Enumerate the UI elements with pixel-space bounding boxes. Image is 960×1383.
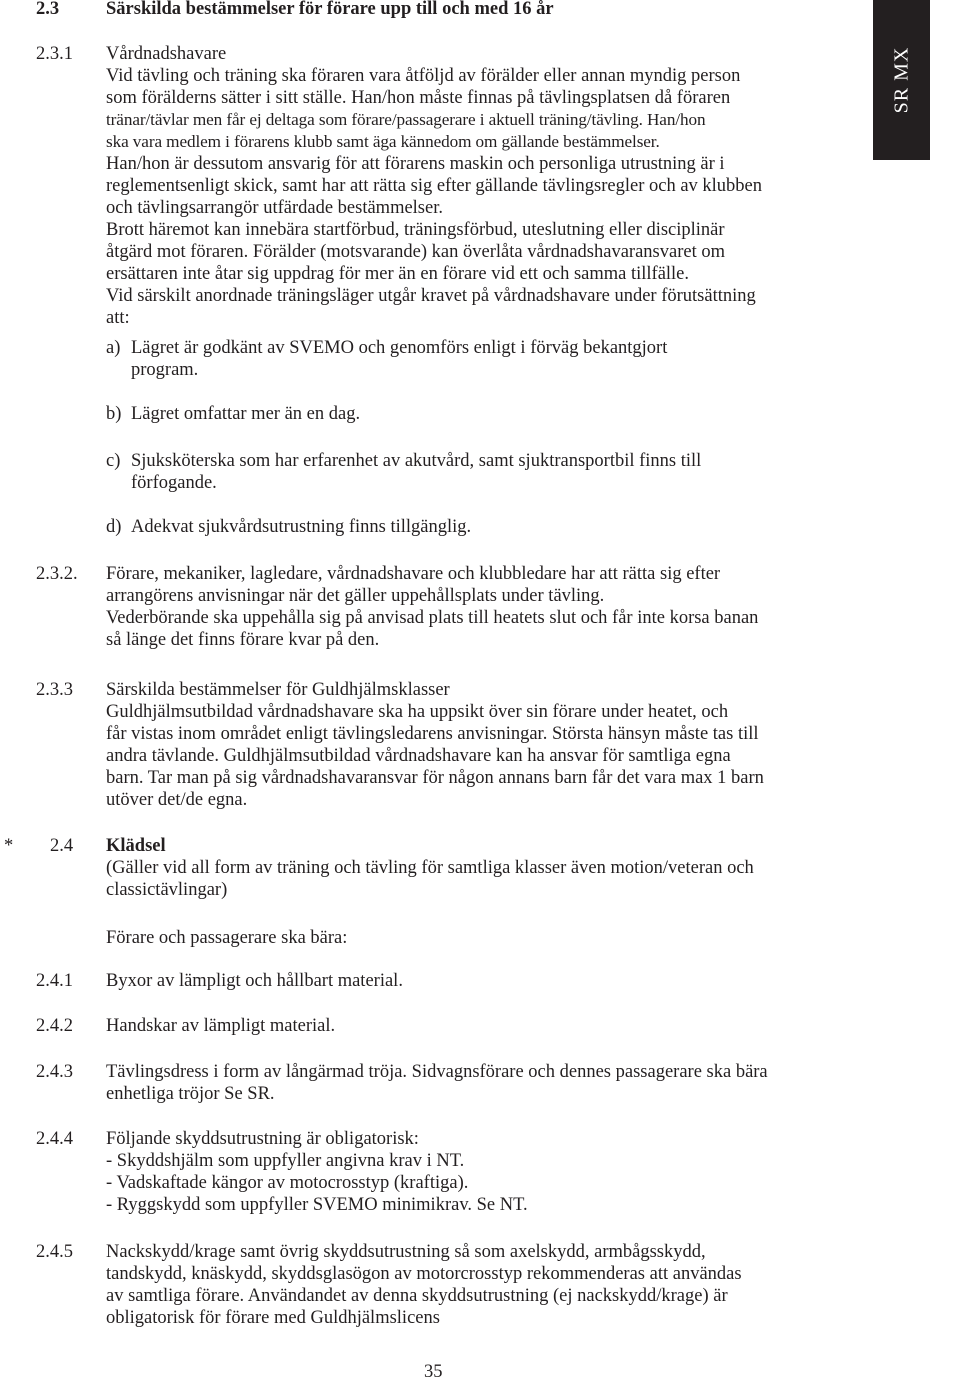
- section-number-2-4: 2.4: [50, 836, 74, 856]
- section-number-2-4-1: 2.4.1: [36, 971, 73, 991]
- section-title-2-3-3: Särskilda bestämmelser för Guldhjälmsklasser: [106, 680, 450, 700]
- paragraph-line: tränar/tävlar men får ej deltaga som förare/passagerare i aktuell träning/tävling. Han/hon: [106, 110, 706, 129]
- side-tab-label: SR MX: [890, 46, 912, 114]
- list-item-line: Lägret omfattar mer än en dag.: [131, 404, 361, 424]
- paragraph-line: Vid särskilt anordnade träningsläger utgår kravet på vårdnadshavare under förutsättning: [106, 286, 756, 306]
- paragraph-line: (Gäller vid all form av träning och tävling för samtliga klasser även motion/veteran och: [106, 858, 754, 878]
- section-number-2-4-4: 2.4.4: [36, 1129, 73, 1149]
- paragraph-line: Nackskydd/krage samt övrig skyddsutrustning så som axelskydd, armbågsskydd,: [106, 1242, 706, 1262]
- section-number-2-4-3: 2.4.3: [36, 1062, 73, 1082]
- section-number-2-4-2: 2.4.2: [36, 1016, 73, 1036]
- paragraph-line: andra tävlande. Guldhjälmsutbildad vårdnadshavare kan ha ansvar för samtliga egna: [106, 746, 731, 766]
- section-number-2-3-3: 2.3.3: [36, 680, 73, 700]
- section-number-2-4-5: 2.4.5: [36, 1242, 73, 1262]
- paragraph-line: får vistas inom området enligt tävlingsledarens anvisningar. Största hänsyn måste tas till: [106, 724, 759, 744]
- paragraph-line: reglementsenligt skick, samt har att rätta sig efter gällande tävlingsregler och av klubben: [106, 176, 763, 196]
- paragraph-line: som förälderns sätter i sitt ställe. Han/hon måste finnas på tävlingsplatsen då föraren: [106, 88, 731, 108]
- change-marker-asterisk: *: [4, 836, 14, 856]
- section-title-2-3: Särskilda bestämmelser för förare upp till och med 16 år: [106, 0, 554, 19]
- paragraph-line: Vid tävling och träning ska föraren vara åtföljd av förälder eller annan myndig person: [106, 66, 741, 86]
- paragraph-line: ska vara medlem i förarens klubb samt äga kännedom om gällande bestämmelser.: [106, 132, 660, 151]
- paragraph-line: och tävlingsarrangör utfärdade bestämmelser.: [106, 198, 443, 218]
- list-item-line: Lägret är godkänt av SVEMO och genomförs enligt i förväg bekantgjort: [131, 338, 668, 358]
- paragraph-line: Vederbörande ska uppehålla sig på anvisad plats till heatets slut och får inte korsa banan: [106, 608, 759, 628]
- paragraph-line: Tävlingsdress i form av långärmad tröja. Sidvagnsförare och dennes passagerare ska bära: [106, 1062, 768, 1082]
- list-item-label-d: d): [106, 517, 122, 537]
- paragraph-line: utöver det/de egna.: [106, 790, 248, 810]
- paragraph-line: åtgärd mot föraren. Förälder (motsvarande) kan överlåta vårdnadshavaransvaret om: [106, 242, 725, 262]
- paragraph-line: ersättaren inte åtar sig uppdrag för mer än en förare vid ett och samma tillfälle.: [106, 264, 690, 284]
- paragraph-line: Guldhjälmsutbildad vårdnadshavare ska ha uppsikt över sin förare under heatet, och: [106, 702, 729, 722]
- bullet-line: - Ryggskydd som uppfyller SVEMO minimikrav. Se NT.: [106, 1195, 528, 1215]
- paragraph-line: så länge det finns förare kvar på den.: [106, 630, 380, 650]
- section-number-2-3-2: 2.3.2.: [36, 564, 78, 584]
- section-side-tab: [873, 0, 930, 160]
- paragraph-line: classictävlingar): [106, 880, 228, 900]
- list-item-line: program.: [131, 360, 199, 380]
- paragraph-line: obligatorisk för förare med Guldhjälmslicens: [106, 1308, 440, 1328]
- paragraph-line: enhetliga tröjor Se SR.: [106, 1084, 275, 1104]
- page-number: 35: [424, 1362, 443, 1382]
- section-number-2-3-1: 2.3.1: [36, 44, 73, 64]
- paragraph-line: Handskar av lämpligt material.: [106, 1016, 336, 1036]
- section-title-2-4: Klädsel: [106, 836, 166, 856]
- paragraph-line: Vårdnadshavare: [106, 44, 227, 64]
- section-number-2-3: 2.3: [36, 0, 60, 19]
- paragraph-line: arrangörens anvisningar när det gäller uppehållsplats under tävling.: [106, 586, 605, 606]
- list-item-line: Adekvat sjukvårdsutrustning finns tillgänglig.: [131, 517, 472, 537]
- paragraph-line: Byxor av lämpligt och hållbart material.: [106, 971, 403, 991]
- list-item-label-a: a): [106, 338, 121, 358]
- paragraph-line: Han/hon är dessutom ansvarig för att förarens maskin och personliga utrustning är i: [106, 154, 725, 174]
- list-item-label-c: c): [106, 451, 121, 471]
- paragraph-line: Brott häremot kan innebära startförbud, träningsförbud, uteslutning eller disciplinär: [106, 220, 725, 240]
- paragraph-line: Förare, mekaniker, lagledare, vårdnadshavare och klubbledare har att rätta sig efter: [106, 564, 721, 584]
- paragraph-line: barn. Tar man på sig vårdnadshavaransvar för någon annans barn får det vara max 1 barn: [106, 768, 764, 788]
- bullet-line: - Vadskaftade kängor av motocrosstyp (kraftiga).: [106, 1173, 469, 1193]
- paragraph-line: Följande skyddsutrustning är obligatorisk:: [106, 1129, 419, 1149]
- paragraph-line: av samtliga förare. Användandet av denna skyddsutrustning (ej nackskydd/krage) är: [106, 1286, 728, 1306]
- list-item-line: förfogande.: [131, 473, 217, 493]
- list-item-line: Sjuksköterska som har erfarenhet av akutvård, samt sjuktransportbil finns till: [131, 451, 702, 471]
- list-item-label-b: b): [106, 404, 122, 424]
- paragraph-line: att:: [106, 308, 130, 328]
- bullet-line: - Skyddshjälm som uppfyller angivna krav i NT.: [106, 1151, 465, 1171]
- paragraph-line: tandskydd, knäskydd, skyddsglasögon av motorcrosstyp rekommenderas att användas: [106, 1264, 742, 1284]
- paragraph-line: Förare och passagerare ska bära:: [106, 928, 348, 948]
